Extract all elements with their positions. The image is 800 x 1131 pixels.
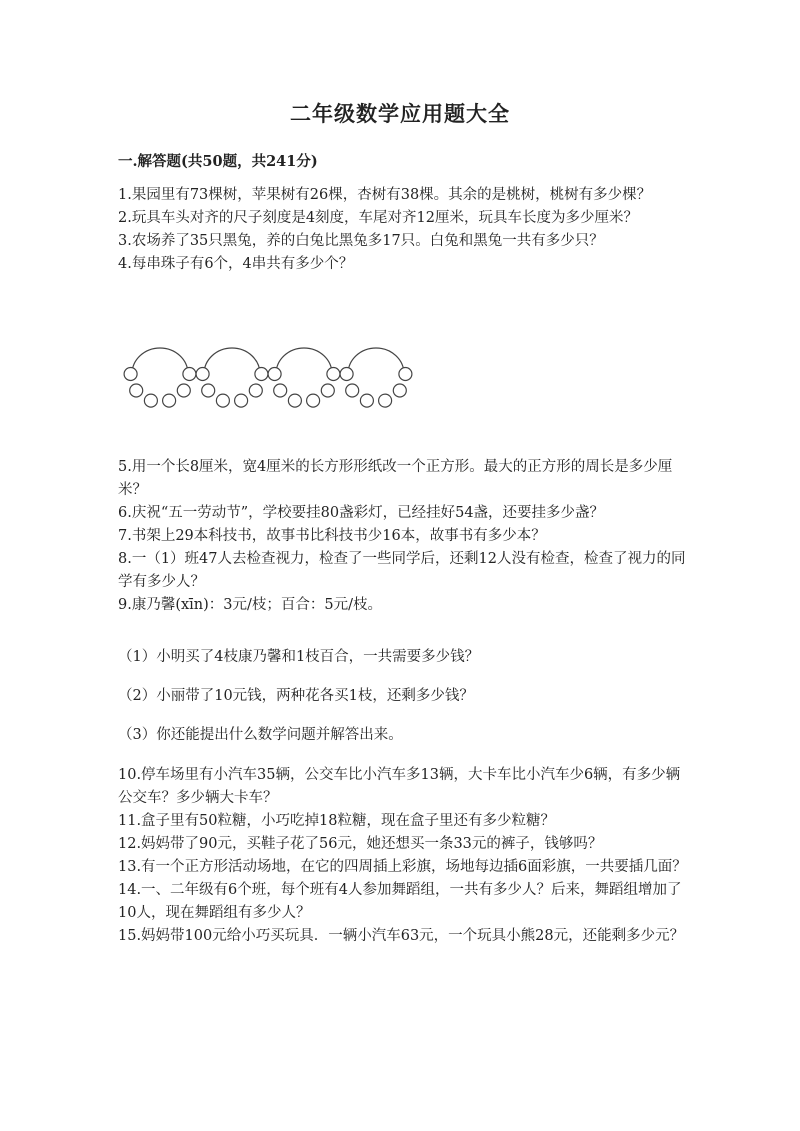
question-5: 5.用一个长8厘米，宽4厘米的长方形形纸改一个正方形。最大的正方形的周长是多少厘米？: [118, 459, 673, 498]
string-arc: [204, 348, 260, 374]
bead-string: [124, 348, 196, 407]
questions-10-15: [118, 764, 688, 948]
question-12: 12.妈妈带了90元，买鞋子花了56元，她还想买一条33元的裤子，钱够吗？: [118, 836, 603, 852]
question-9: 9.康乃馨(xīn)：3元/枝；百合：5元/枝。: [118, 597, 383, 613]
page-title: 二年级数学应用题大全: [290, 101, 510, 126]
question-2: 2.玩具车头对齐的尺子刻度是4刻度，车尾对齐12厘米，玩具车长度为多少厘米？: [118, 210, 639, 226]
bead: [249, 384, 262, 397]
question-3: 3.农场养了35只黑兔，养的白兔比黑兔多17只。白兔和黑兔一共有多少只？: [118, 233, 604, 249]
bead: [340, 368, 353, 381]
question-9-part-2: （2）小丽带了10元钱，两种花各买1枝，还剩多少钱？: [118, 688, 474, 704]
bead: [130, 384, 143, 397]
bead: [346, 384, 359, 397]
bead: [379, 394, 392, 407]
section-header: 一.解答题(共50题，共241分): [118, 153, 318, 170]
bead: [255, 368, 268, 381]
bead: [274, 384, 287, 397]
questions-5-9: [118, 456, 688, 617]
bead-string: [196, 348, 268, 407]
bead: [360, 394, 373, 407]
question-9-part-3: （3）你还能提出什么数学问题并解答出来。: [118, 727, 403, 743]
string-arc: [276, 348, 332, 374]
string-arc: [348, 348, 404, 374]
question-13: 13.有一个正方形活动场地，在它的四周插上彩旗，场地每边插6面彩旗，一共要插几面？: [118, 859, 687, 875]
bead: [183, 368, 196, 381]
bead: [393, 384, 406, 397]
bead: [327, 368, 340, 381]
question-15: 15.妈妈带100元给小巧买玩具．一辆小汽车63元，一个玩具小熊28元，还能剩多少元？: [118, 928, 685, 944]
bead-string: [268, 348, 340, 407]
bead: [202, 384, 215, 397]
bead: [177, 384, 190, 397]
bead: [144, 394, 157, 407]
bead: [216, 394, 229, 407]
bead: [124, 368, 137, 381]
question-7: 7.书架上29本科技书，故事书比科技书少16本，故事书有多少本？: [118, 528, 546, 544]
question-11: 11.盒子里有50粒糖，小巧吃掉18粒糖，现在盒子里还有多少粒糖？: [118, 813, 555, 829]
questions-1-4: [118, 184, 688, 276]
question-9-part-1: （1）小明买了4枝康乃馨和1枝百合，一共需要多少钱？: [118, 649, 480, 665]
question-4: 4.每串珠子有6个，4串共有多少个？: [118, 256, 354, 272]
bead-string: [340, 348, 412, 407]
question-9-parts: [118, 646, 688, 763]
question-10: 10.停车场里有小汽车35辆，公交车比小汽车多13辆，大卡车比小汽车少6辆，有多少辆公交车？多少辆大卡车？: [118, 767, 681, 806]
bead: [268, 368, 281, 381]
question-14: 14.一、二年级有6个班，每个班有4人参加舞蹈组，一共有多少人？后来，舞蹈组增加了10人，现在舞蹈组有多少人？: [118, 882, 682, 921]
question-1: 1.果园里有73棵树，苹果树有26棵，杏树有38棵。其余的是桃树，桃树有多少棵？: [118, 187, 652, 203]
question-6: 6.庆祝“五一劳动节”，学校要挂80盏彩灯，已经挂好54盏，还要挂多少盏？: [118, 505, 605, 521]
bead: [399, 368, 412, 381]
question-8: 8.一（1）班47人去检查视力，检查了一些同学后，还剩12人没有检查，检查了视力的同学有多少人？: [118, 551, 686, 590]
bead: [163, 394, 176, 407]
bead: [288, 394, 301, 407]
bead: [321, 384, 334, 397]
bead: [235, 394, 248, 407]
bead: [307, 394, 320, 407]
bead: [196, 368, 209, 381]
bead-strings-illustration: [120, 338, 420, 418]
string-arc: [132, 348, 188, 374]
